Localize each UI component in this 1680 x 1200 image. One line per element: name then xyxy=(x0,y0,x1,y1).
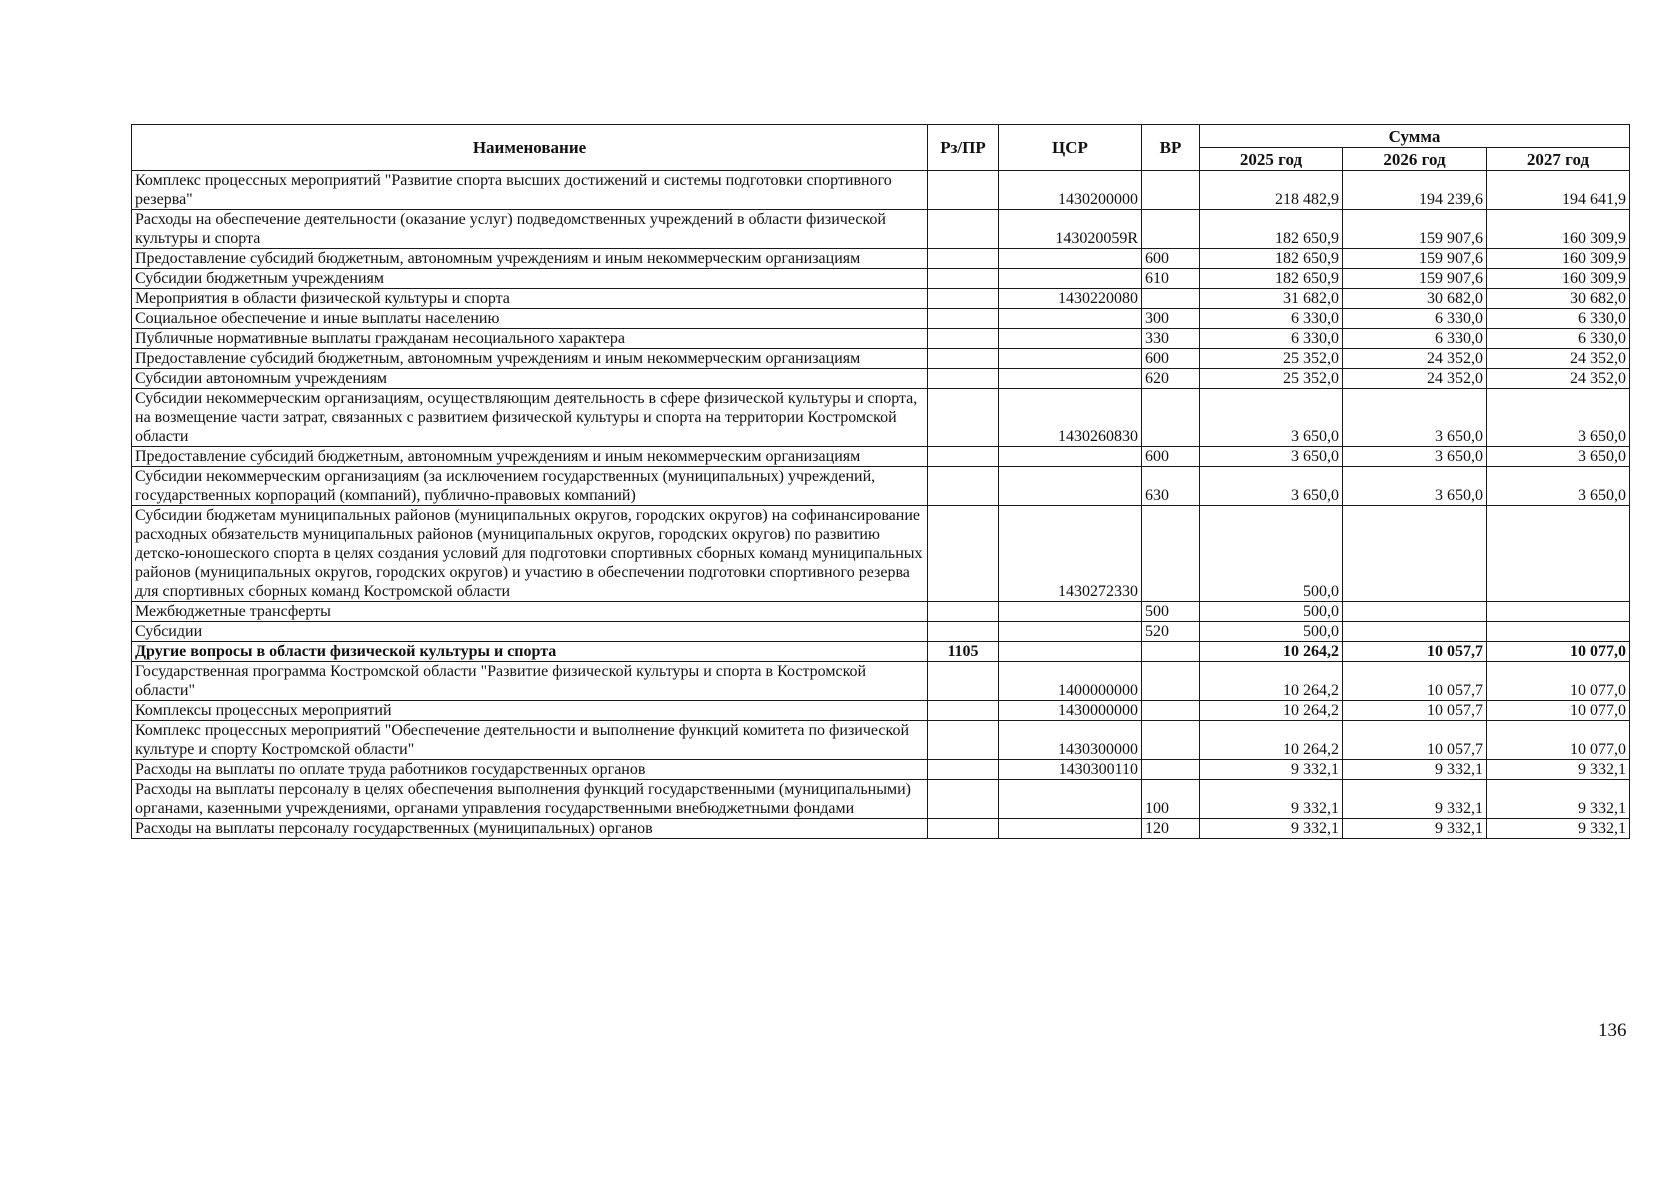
cell-name: Публичные нормативные выплаты гражданам несоциального характера xyxy=(132,329,928,349)
table-row xyxy=(132,819,1630,839)
cell-name: Расходы на выплаты персоналу государственных (муниципальных) органов xyxy=(132,819,928,839)
cell-rz-pr xyxy=(928,721,999,760)
cell-name: Государственная программа Костромской области "Развитие физической культуры и спорта в Костромской области" xyxy=(132,662,928,701)
table-row xyxy=(132,171,1630,210)
cell-vr xyxy=(1142,506,1200,602)
cell-csr xyxy=(999,467,1142,506)
cell-2025: 31 682,0 xyxy=(1200,289,1343,309)
cell-vr: 500 xyxy=(1142,602,1200,622)
cell-rz-pr xyxy=(928,622,999,642)
cell-2027: 9 332,1 xyxy=(1487,819,1630,839)
cell-2027: 9 332,1 xyxy=(1487,780,1630,819)
cell-2025: 10 264,2 xyxy=(1200,721,1343,760)
cell-2025: 218 482,9 xyxy=(1200,171,1343,210)
cell-name: Субсидии автономным учреждениям xyxy=(132,369,928,389)
cell-rz-pr xyxy=(928,447,999,467)
cell-rz-pr xyxy=(928,249,999,269)
cell-csr: 143020059R xyxy=(999,210,1142,249)
cell-csr xyxy=(999,602,1142,622)
table-row xyxy=(132,329,1630,349)
cell-vr xyxy=(1142,289,1200,309)
cell-2025: 10 264,2 xyxy=(1200,662,1343,701)
cell-rz-pr: 1105 xyxy=(928,642,999,662)
cell-vr: 610 xyxy=(1142,269,1200,289)
cell-vr: 330 xyxy=(1142,329,1200,349)
cell-2027: 30 682,0 xyxy=(1487,289,1630,309)
cell-rz-pr xyxy=(928,309,999,329)
cell-csr: 1430220080 xyxy=(999,289,1142,309)
cell-2027: 160 309,9 xyxy=(1487,210,1630,249)
cell-2027: 194 641,9 xyxy=(1487,171,1630,210)
cell-vr xyxy=(1142,210,1200,249)
cell-rz-pr xyxy=(928,780,999,819)
cell-2025: 6 330,0 xyxy=(1200,309,1343,329)
cell-2025: 182 650,9 xyxy=(1200,210,1343,249)
cell-2027: 10 077,0 xyxy=(1487,701,1630,721)
cell-csr xyxy=(999,329,1142,349)
cell-rz-pr xyxy=(928,389,999,447)
cell-vr: 120 xyxy=(1142,819,1200,839)
cell-2026: 159 907,6 xyxy=(1343,269,1487,289)
cell-vr xyxy=(1142,760,1200,780)
table-row xyxy=(132,210,1630,249)
cell-vr: 600 xyxy=(1142,447,1200,467)
cell-2027: 10 077,0 xyxy=(1487,662,1630,701)
table-row xyxy=(132,369,1630,389)
table-header xyxy=(132,125,1630,171)
cell-2026: 24 352,0 xyxy=(1343,369,1487,389)
cell-2027: 160 309,9 xyxy=(1487,249,1630,269)
cell-2026: 10 057,7 xyxy=(1343,721,1487,760)
cell-vr: 600 xyxy=(1142,249,1200,269)
cell-2025: 10 264,2 xyxy=(1200,701,1343,721)
cell-2026 xyxy=(1343,602,1487,622)
cell-2026: 9 332,1 xyxy=(1343,819,1487,839)
cell-2027: 3 650,0 xyxy=(1487,447,1630,467)
table-row xyxy=(132,309,1630,329)
cell-2026 xyxy=(1343,506,1487,602)
table-row xyxy=(132,701,1630,721)
col-header-vr: ВР xyxy=(1142,125,1200,171)
cell-name: Комплекс процессных мероприятий "Развитие спорта высших достижений и системы подготовки спортивного резерва" xyxy=(132,171,928,210)
cell-rz-pr xyxy=(928,369,999,389)
cell-2027: 3 650,0 xyxy=(1487,389,1630,447)
cell-rz-pr xyxy=(928,819,999,839)
cell-2025: 9 332,1 xyxy=(1200,819,1343,839)
cell-2025: 500,0 xyxy=(1200,622,1343,642)
page-number: 136 xyxy=(1598,1020,1627,1041)
cell-csr xyxy=(999,269,1142,289)
cell-csr: 1430000000 xyxy=(999,701,1142,721)
table-row xyxy=(132,506,1630,602)
cell-csr xyxy=(999,447,1142,467)
col-header-sum: Сумма xyxy=(1200,125,1630,148)
cell-2025: 500,0 xyxy=(1200,602,1343,622)
table-row xyxy=(132,662,1630,701)
table-row xyxy=(132,289,1630,309)
col-header-2027: 2027 год xyxy=(1487,148,1630,171)
cell-vr xyxy=(1142,389,1200,447)
cell-csr: 1430272330 xyxy=(999,506,1142,602)
cell-2026: 194 239,6 xyxy=(1343,171,1487,210)
cell-vr xyxy=(1142,642,1200,662)
cell-vr: 620 xyxy=(1142,369,1200,389)
cell-rz-pr xyxy=(928,760,999,780)
cell-2026: 6 330,0 xyxy=(1343,329,1487,349)
cell-csr: 1430260830 xyxy=(999,389,1142,447)
table-row xyxy=(132,467,1630,506)
cell-2026: 159 907,6 xyxy=(1343,210,1487,249)
cell-rz-pr xyxy=(928,467,999,506)
table-row xyxy=(132,389,1630,447)
cell-rz-pr xyxy=(928,289,999,309)
cell-name: Межбюджетные трансферты xyxy=(132,602,928,622)
budget-table xyxy=(131,124,1630,839)
cell-2025: 25 352,0 xyxy=(1200,349,1343,369)
cell-2025: 3 650,0 xyxy=(1200,467,1343,506)
cell-2026: 24 352,0 xyxy=(1343,349,1487,369)
cell-csr xyxy=(999,249,1142,269)
cell-name: Субсидии некоммерческим организациям, осуществляющим деятельность в сфере физической культуры и спорта, на возмещение части затрат, связанных с развитием физической культуры и спорта на территории Костромской области xyxy=(132,389,928,447)
cell-csr xyxy=(999,369,1142,389)
table-row xyxy=(132,349,1630,369)
cell-name: Предоставление субсидий бюджетным, автономным учреждениям и иным некоммерческим организациям xyxy=(132,447,928,467)
table-row xyxy=(132,602,1630,622)
col-header-csr: ЦСР xyxy=(999,125,1142,171)
cell-2026: 3 650,0 xyxy=(1343,389,1487,447)
table-row xyxy=(132,721,1630,760)
cell-name: Субсидии бюджетным учреждениям xyxy=(132,269,928,289)
cell-2026: 3 650,0 xyxy=(1343,467,1487,506)
cell-rz-pr xyxy=(928,701,999,721)
cell-2025: 182 650,9 xyxy=(1200,269,1343,289)
cell-2026 xyxy=(1343,622,1487,642)
cell-2027 xyxy=(1487,602,1630,622)
cell-2027 xyxy=(1487,506,1630,602)
cell-rz-pr xyxy=(928,329,999,349)
cell-rz-pr xyxy=(928,171,999,210)
cell-vr: 600 xyxy=(1142,349,1200,369)
cell-name: Субсидии xyxy=(132,622,928,642)
cell-2025: 500,0 xyxy=(1200,506,1343,602)
cell-name: Расходы на выплаты персоналу в целях обеспечения выполнения функций государственными (муниципальными) органами, казенными учреждениями, органами управления государственными внебюджетными фондами xyxy=(132,780,928,819)
cell-rz-pr xyxy=(928,210,999,249)
cell-vr: 100 xyxy=(1142,780,1200,819)
cell-name: Другие вопросы в области физической культуры и спорта xyxy=(132,642,928,662)
cell-2026: 3 650,0 xyxy=(1343,447,1487,467)
cell-2026: 9 332,1 xyxy=(1343,780,1487,819)
cell-2025: 3 650,0 xyxy=(1200,447,1343,467)
cell-vr xyxy=(1142,171,1200,210)
col-header-rz-pr: Рз/ПР xyxy=(928,125,999,171)
cell-2025: 3 650,0 xyxy=(1200,389,1343,447)
cell-csr xyxy=(999,780,1142,819)
cell-csr xyxy=(999,642,1142,662)
cell-csr xyxy=(999,349,1142,369)
cell-vr: 300 xyxy=(1142,309,1200,329)
cell-csr: 1400000000 xyxy=(999,662,1142,701)
cell-2025: 9 332,1 xyxy=(1200,760,1343,780)
cell-csr xyxy=(999,622,1142,642)
cell-name: Расходы на обеспечение деятельности (оказание услуг) подведомственных учреждений в области физической культуры и спорта xyxy=(132,210,928,249)
cell-name: Социальное обеспечение и иные выплаты населению xyxy=(132,309,928,329)
table-row xyxy=(132,249,1630,269)
cell-rz-pr xyxy=(928,602,999,622)
cell-2026: 6 330,0 xyxy=(1343,309,1487,329)
cell-name: Предоставление субсидий бюджетным, автономным учреждениям и иным некоммерческим организациям xyxy=(132,249,928,269)
table-row xyxy=(132,622,1630,642)
cell-2026: 10 057,7 xyxy=(1343,701,1487,721)
cell-2027: 10 077,0 xyxy=(1487,642,1630,662)
cell-csr xyxy=(999,309,1142,329)
col-header-2026: 2026 год xyxy=(1343,148,1487,171)
cell-2027: 6 330,0 xyxy=(1487,309,1630,329)
cell-2025: 182 650,9 xyxy=(1200,249,1343,269)
cell-2026: 10 057,7 xyxy=(1343,662,1487,701)
cell-rz-pr xyxy=(928,662,999,701)
cell-rz-pr xyxy=(928,506,999,602)
cell-name: Мероприятия в области физической культуры и спорта xyxy=(132,289,928,309)
cell-vr xyxy=(1142,721,1200,760)
cell-csr: 1430200000 xyxy=(999,171,1142,210)
cell-2026: 10 057,7 xyxy=(1343,642,1487,662)
cell-2027: 6 330,0 xyxy=(1487,329,1630,349)
table-row xyxy=(132,642,1630,662)
cell-rz-pr xyxy=(928,269,999,289)
cell-2027: 10 077,0 xyxy=(1487,721,1630,760)
cell-2027 xyxy=(1487,622,1630,642)
cell-2025: 9 332,1 xyxy=(1200,780,1343,819)
cell-name: Комплексы процессных мероприятий xyxy=(132,701,928,721)
cell-2025: 6 330,0 xyxy=(1200,329,1343,349)
cell-2027: 9 332,1 xyxy=(1487,760,1630,780)
col-header-2025: 2025 год xyxy=(1200,148,1343,171)
cell-2026: 30 682,0 xyxy=(1343,289,1487,309)
cell-2027: 24 352,0 xyxy=(1487,349,1630,369)
cell-csr xyxy=(999,819,1142,839)
cell-2027: 24 352,0 xyxy=(1487,369,1630,389)
table-row xyxy=(132,447,1630,467)
table-row xyxy=(132,269,1630,289)
cell-vr: 520 xyxy=(1142,622,1200,642)
cell-name: Расходы на выплаты по оплате труда работников государственных органов xyxy=(132,760,928,780)
cell-csr: 1430300110 xyxy=(999,760,1142,780)
cell-name: Предоставление субсидий бюджетным, автономным учреждениям и иным некоммерческим организациям xyxy=(132,349,928,369)
cell-2026: 9 332,1 xyxy=(1343,760,1487,780)
cell-2027: 3 650,0 xyxy=(1487,467,1630,506)
cell-name: Комплекс процессных мероприятий "Обеспечение деятельности и выполнение функций комитета по физической культуре и спорту Костромской области" xyxy=(132,721,928,760)
table-body xyxy=(132,171,1630,839)
cell-name: Субсидии некоммерческим организациям (за исключением государственных (муниципальных) учреждений, государственных корпораций (компаний), публично-правовых компаний) xyxy=(132,467,928,506)
cell-2026: 159 907,6 xyxy=(1343,249,1487,269)
cell-2027: 160 309,9 xyxy=(1487,269,1630,289)
cell-vr xyxy=(1142,701,1200,721)
cell-vr: 630 xyxy=(1142,467,1200,506)
cell-name: Субсидии бюджетам муниципальных районов (муниципальных округов, городских округов) на софинансирование расходных обязательств муниципальных районов (муниципальных округов, городских округов) по развитию детско-юношеского спорта в целях создания условий для подготовки спортивных сборных команд муниципальных районов (муниципальных округов, городских округов) и участию в обеспечении подготовки спортивного резерва для спортивных сборных команд Костромской области xyxy=(132,506,928,602)
table-row xyxy=(132,760,1630,780)
cell-csr: 1430300000 xyxy=(999,721,1142,760)
cell-vr xyxy=(1142,662,1200,701)
cell-rz-pr xyxy=(928,349,999,369)
col-header-name: Наименование xyxy=(132,125,928,171)
table-row xyxy=(132,780,1630,819)
cell-2025: 25 352,0 xyxy=(1200,369,1343,389)
cell-2025: 10 264,2 xyxy=(1200,642,1343,662)
